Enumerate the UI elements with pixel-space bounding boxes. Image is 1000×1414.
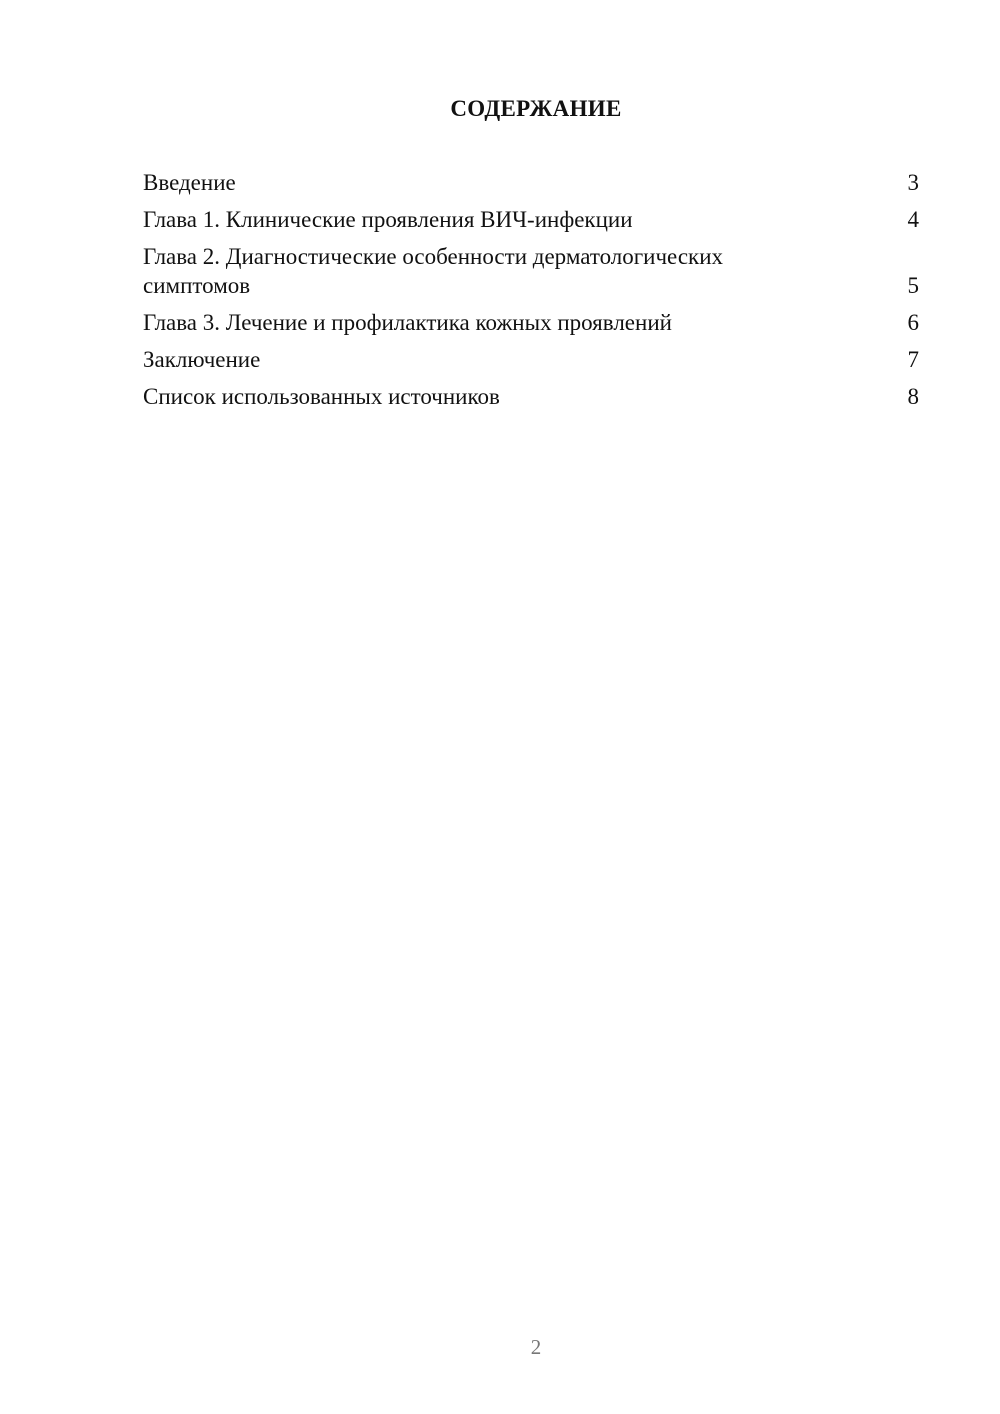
toc-entry-page-number: 7 bbox=[907, 347, 919, 372]
toc-entry-chapter-1 bbox=[143, 205, 919, 234]
toc-entry-conclusion bbox=[143, 345, 919, 374]
toc-entry-page-number: 8 bbox=[907, 384, 919, 409]
toc-entry-page-number: 5 bbox=[907, 273, 919, 298]
page-number: 2 bbox=[530, 1335, 542, 1359]
table-of-contents-title: СОДЕРЖАНИЕ bbox=[450, 96, 622, 121]
toc-entry-label: Глава 3. Лечение и профилактика кожных проявлений bbox=[143, 310, 672, 335]
table-of-contents-list bbox=[143, 168, 919, 419]
toc-entry-page-number: 4 bbox=[907, 207, 919, 232]
toc-entry-label: Заключение bbox=[143, 347, 261, 372]
toc-entry-label: Глава 2. Диагностические особенности дерматологических симптомов bbox=[143, 244, 724, 298]
toc-entry-label: Глава 1. Клинические проявления ВИЧ-инфекции bbox=[143, 207, 633, 232]
toc-entry-introduction bbox=[143, 168, 919, 197]
toc-entry-page-number: 3 bbox=[907, 170, 919, 195]
toc-entry-chapter-2 bbox=[143, 242, 919, 300]
toc-entry-chapter-3 bbox=[143, 308, 919, 337]
toc-entry-label: Список использованных источников bbox=[143, 384, 500, 409]
toc-entry-page-number: 6 bbox=[907, 310, 919, 335]
toc-entry-label: Введение bbox=[143, 170, 236, 195]
toc-entry-references bbox=[143, 382, 919, 411]
